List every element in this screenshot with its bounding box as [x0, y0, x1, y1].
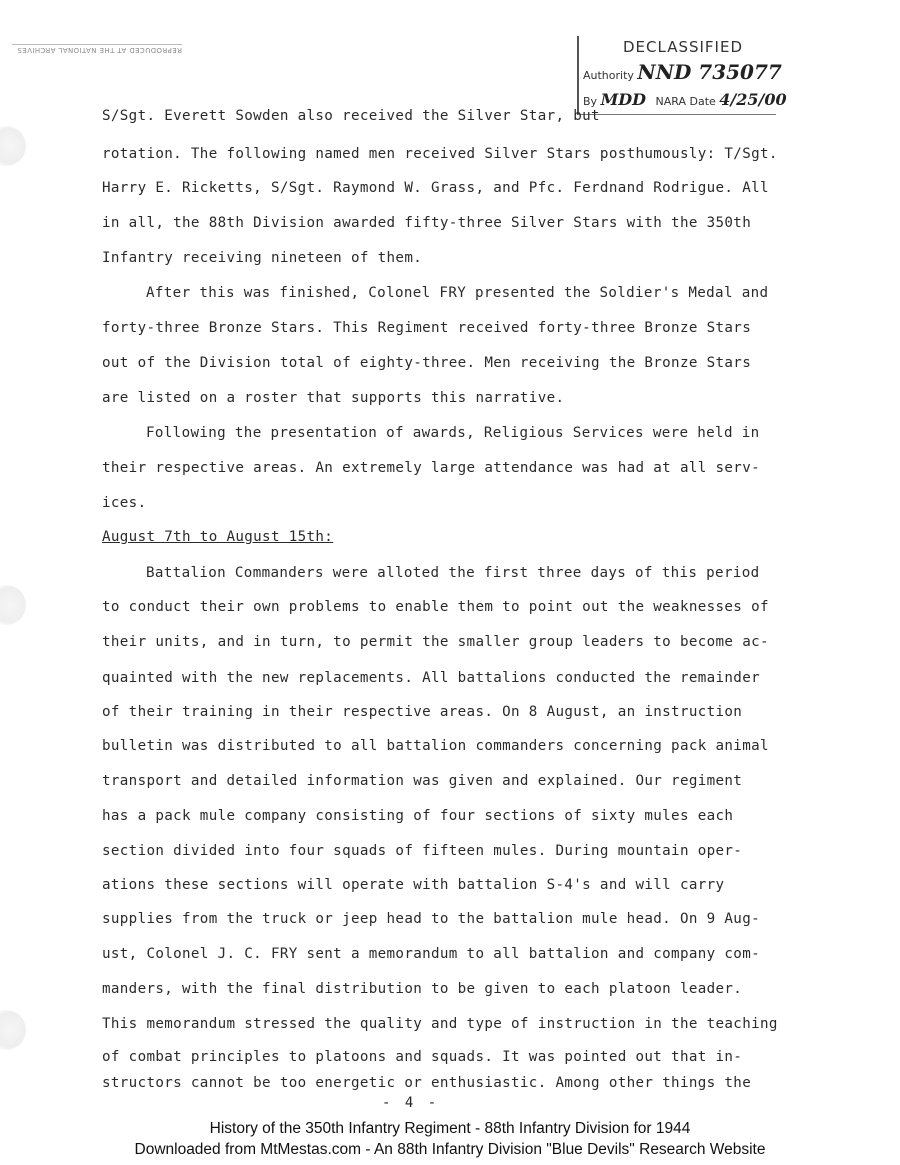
body-line: forty-three Bronze Stars. This Regiment received forty-three Bronze Stars [102, 320, 752, 336]
body-line: transport and detailed information was given and explained. Our regiment [102, 773, 743, 789]
declassification-stamp [577, 36, 787, 115]
body-line: S/Sgt. Everett Sowden also received the Silver Star, but [102, 108, 600, 124]
body-line: structors cannot be too energetic or enthusiastic. Among other things the [102, 1075, 752, 1091]
punch-hole-mark [0, 126, 26, 166]
body-line: of combat principles to platoons and squads. It was pointed out that in- [102, 1049, 743, 1065]
punch-hole-mark [0, 585, 26, 625]
body-line: ices. [102, 495, 147, 511]
body-line: bulletin was distributed to all battalion commanders concerning pack animal [102, 738, 769, 754]
body-line: their respective areas. An extremely large attendance was had at all serv- [102, 460, 760, 476]
declass-authority-label: Authority [583, 69, 634, 82]
body-line: manders, with the final distribution to be given to each platoon leader. [102, 981, 743, 997]
footer-title: History of the 350th Infantry Regiment - 88th Infantry Division for 1944 [209, 1120, 691, 1137]
archive-stamp: REPRODUCED AT THE NATIONAL ARCHIVES [12, 44, 182, 54]
declass-by-label: By [583, 95, 598, 108]
body-line: are listed on a roster that supports this narrative. [102, 390, 565, 406]
body-line: to conduct their own problems to enable them to point out the weaknesses of [102, 599, 769, 615]
declass-title: DECLASSIFIED [623, 38, 744, 56]
body-line: section divided into four squads of fifteen mules. During mountain oper- [102, 843, 743, 859]
body-line: This memorandum stressed the quality and type of instruction in the teaching [102, 1016, 778, 1032]
body-line: Harry E. Ricketts, S/Sgt. Raymond W. Grass, and Pfc. Ferdnand Rodrigue. All [102, 180, 769, 196]
body-line: Battalion Commanders were alloted the first three days of this period [146, 565, 760, 581]
body-line: rotation. The following named men received Silver Stars posthumously: T/Sgt. [102, 146, 778, 162]
body-line: ations these sections will operate with battalion S-4's and will carry [102, 877, 725, 893]
footer-source: Downloaded from MtMestas.com - An 88th Infantry Division "Blue Devils" Research Website [134, 1141, 766, 1158]
declass-by-value: MDD [600, 90, 647, 109]
declass-date-value: 4/25/00 [719, 90, 787, 109]
declass-nara-label: NARA Date [655, 95, 716, 108]
declass-authority-value: NND 735077 [637, 60, 782, 84]
body-line: Infantry receiving nineteen of them. [102, 250, 423, 266]
body-line: Following the presentation of awards, Religious Services were held in [146, 425, 760, 441]
body-line: has a pack mule company consisting of four sections of sixty mules each [102, 808, 734, 824]
body-line: ust, Colonel J. C. FRY sent a memorandum to all battalion and company com- [102, 946, 760, 962]
body-line: of their training in their respective areas. On 8 August, an instruction [102, 704, 743, 720]
body-line: quainted with the new replacements. All battalions conducted the remainder [102, 670, 760, 686]
punch-hole-mark [0, 1010, 26, 1050]
section-heading: August 7th to August 15th: [102, 529, 334, 545]
body-line: their units, and in turn, to permit the smaller group leaders to become ac- [102, 634, 769, 650]
body-line: After this was finished, Colonel FRY presented the Soldier's Medal and [146, 285, 769, 301]
body-line: out of the Division total of eighty-three. Men receiving the Bronze Stars [102, 355, 752, 371]
body-line: supplies from the truck or jeep head to the battalion mule head. On 9 Aug- [102, 911, 760, 927]
body-line: in all, the 88th Division awarded fifty-three Silver Stars with the 350th [102, 215, 752, 231]
page-number: - 4 - [382, 1095, 440, 1111]
declass-by-row [583, 90, 787, 109]
declass-authority-row [583, 60, 782, 84]
